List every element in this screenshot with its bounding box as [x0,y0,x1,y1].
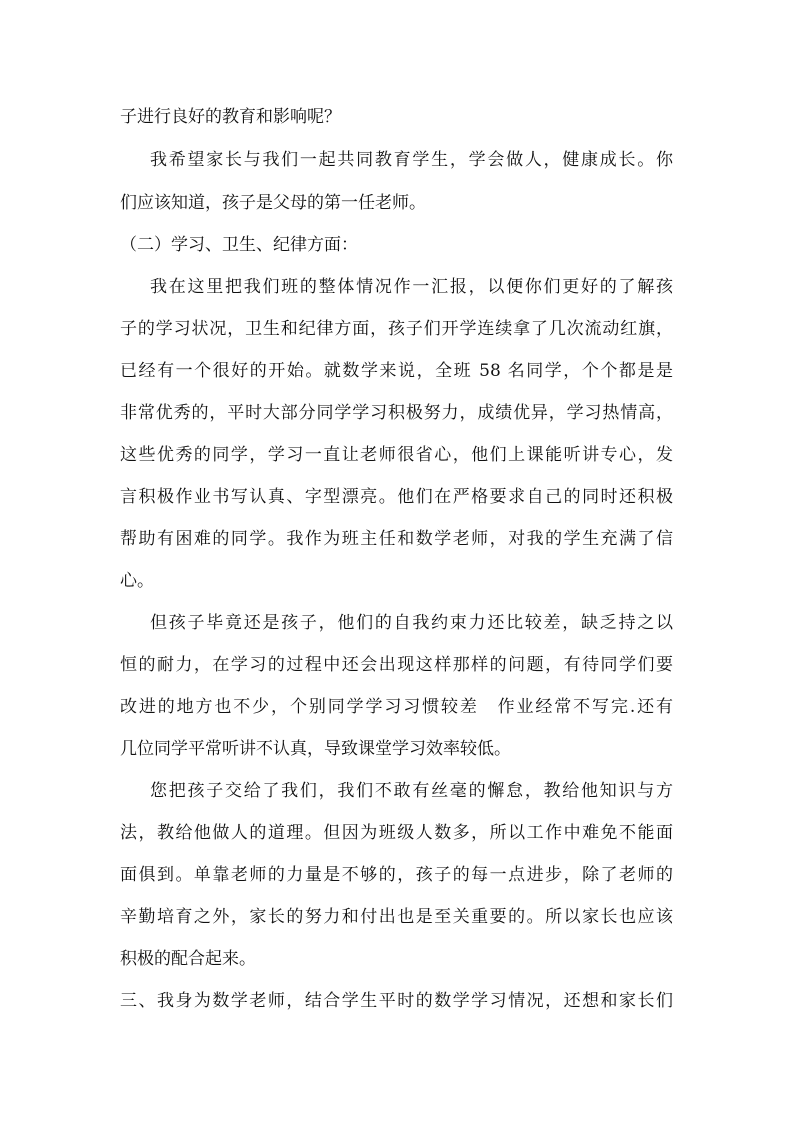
text-line: 子进行良好的教育和影响呢？ [120,107,341,127]
text-line: 我在这里把我们班的整体情况作一汇报，以便你们更好的了解孩 [150,277,673,297]
text-line: 们应该知道，孩子是父母的第一任老师。 [120,193,426,213]
text-line: 已经有一个很好的开始。就数学来说，全班 58 名同学，个个都是是 [120,361,673,381]
text-line: 面俱到。单靠老师的力量是不够的，孩子的每一点进步，除了老师的 [120,865,673,885]
text-line: 辛勤培育之外，家长的努力和付出也是至关重要的。所以家长也应该 [120,907,673,927]
text-line: 子的学习状况，卫生和纪律方面，孩子们开学连续拿了几次流动红旗， [120,319,673,339]
text-line: 但孩子毕竟还是孩子，他们的自我约束力还比较差，缺乏持之以 [150,613,673,633]
text-line: 言积极作业书写认真、字型漂亮。他们在严格要求自己的同时还积极 [120,487,673,507]
text-line: 法，教给他做人的道理。但因为班级人数多，所以工作中难免不能面 [120,823,673,843]
section-heading: （二）学习、卫生、纪律方面： [120,235,358,255]
text-line: 我希望家长与我们一起共同教育学生，学会做人，健康成长。你 [150,150,673,170]
text-line: 非常优秀的，平时大部分同学学习积极努力，成绩优异，学习热情高， [120,403,673,423]
text-line: 几位同学平常听讲不认真，导致课堂学习效率较低。 [120,739,511,759]
text-line: 帮助有困难的同学。我作为班主任和数学老师，对我的学生充满了信 [120,529,673,549]
text-line: 改进的地方也不少，个别同学学习习惯较差 作业经常不写完.还有 [120,697,673,717]
text-line: 恒的耐力，在学习的过程中还会出现这样那样的问题，有待同学们要 [120,655,673,675]
text-line: 积极的配合起来。 [120,949,256,969]
text-line: 心。 [120,571,154,591]
text-line: 三、我身为数学老师，结合学生平时的数学学习情况，还想和家长们 [120,991,673,1011]
text-line: 这些优秀的同学，学习一直让老师很省心，他们上课能听讲专心，发 [120,445,673,465]
text-line: 您把孩子交给了我们，我们不敢有丝毫的懈怠，教给他知识与方 [150,781,673,801]
